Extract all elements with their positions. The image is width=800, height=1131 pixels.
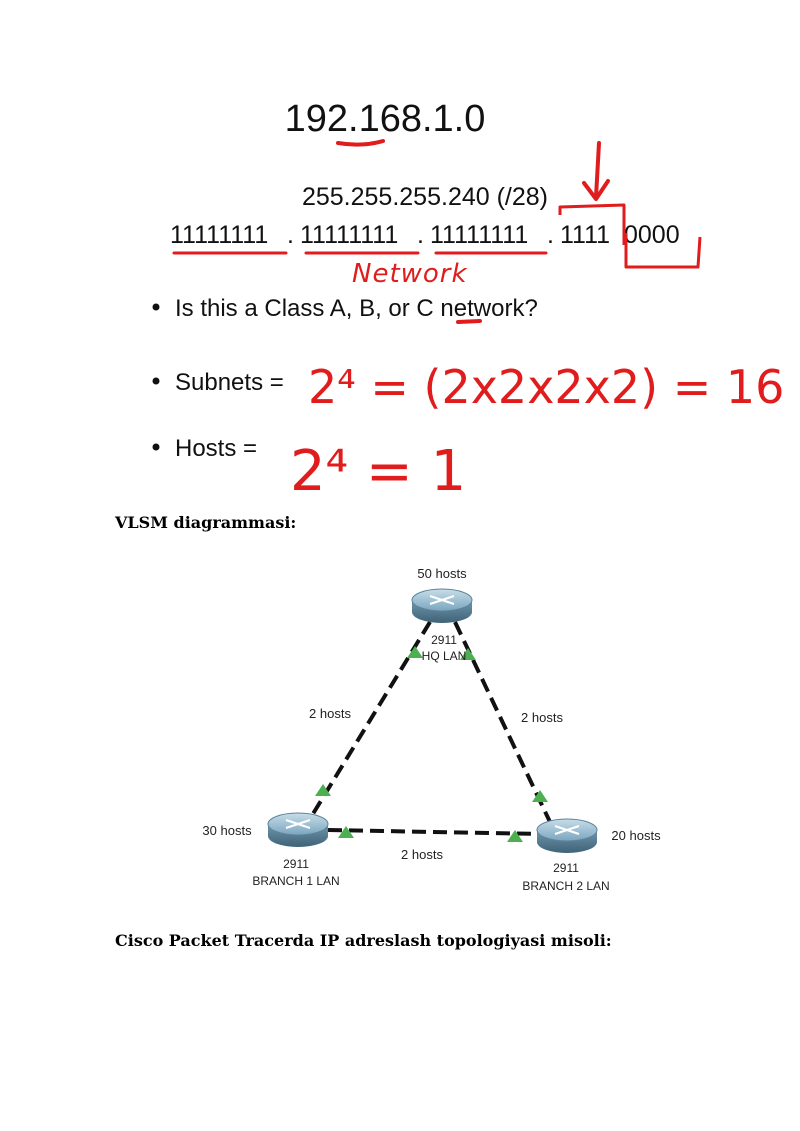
router-model-label: 2911	[553, 861, 579, 875]
vlsm-caption: VLSM diagrammasi:	[115, 513, 297, 532]
router-name-label: BRANCH 2 LAN	[522, 879, 610, 893]
subnetting-slide-image	[140, 85, 785, 505]
binary-octet-3: 11111111	[430, 221, 529, 249]
router-hosts-label: 20 hosts	[611, 828, 661, 843]
bullet-icon	[153, 444, 160, 451]
subnets-handwritten-formula: 2⁴ = (2x2x2x2) = 16	[308, 360, 785, 414]
link-up-indicator-icon	[532, 790, 548, 802]
router-hosts-label: 50 hosts	[417, 566, 467, 581]
router-hq-icon[interactable]	[412, 589, 472, 623]
binary-octet-4-ones: 1111	[560, 221, 611, 249]
class-c-underline	[458, 321, 480, 322]
link-label: 2 hosts	[309, 706, 351, 721]
router-branch2-icon[interactable]	[537, 819, 597, 853]
cisco-topology-caption: Cisco Packet Tracerda IP adreslash topologiyasi misoli:	[115, 931, 612, 950]
link-up-indicator-icon	[407, 646, 423, 658]
link-label: 2 hosts	[401, 847, 443, 862]
vlsm-topology-diagram	[190, 560, 680, 900]
binary-octet-1: 11111111	[170, 221, 269, 249]
hosts-handwritten-formula: 2⁴ = 1	[290, 439, 467, 504]
link-branch1-branch2[interactable]	[328, 830, 542, 834]
svg-text:.: .	[547, 221, 554, 249]
binary-octet-4-zeros: 0000	[624, 221, 680, 249]
binary-octet-2: 11111111	[300, 221, 399, 249]
link-label: 2 hosts	[521, 710, 563, 725]
bullet-icon	[153, 378, 160, 385]
bullet-icon	[153, 304, 160, 311]
svg-text:.: .	[287, 221, 294, 249]
red-arrow-icon	[596, 143, 599, 197]
handwritten-network-label: Network	[352, 259, 468, 289]
router-branch1-icon[interactable]	[268, 813, 328, 847]
router-model-label: 2911	[283, 857, 309, 871]
router-hosts-label: 30 hosts	[202, 823, 252, 838]
bullet-hosts: Hosts =	[175, 435, 258, 462]
bullet-subnets: Subnets =	[175, 369, 284, 396]
svg-text:.: .	[417, 221, 424, 249]
subnet-mask: 255.255.255.240 (/28)	[301, 183, 549, 211]
network-address-underline	[338, 141, 383, 145]
router-name-label: BRANCH 1 LAN	[252, 874, 340, 888]
router-name-label: HQ LAN	[421, 649, 467, 663]
subnetting-slide-svg	[140, 85, 785, 505]
vlsm-topology-svg	[190, 560, 680, 900]
bullet-class-question: Is this a Class A, B, or C network?	[175, 295, 538, 322]
network-address: 192.168.1.0	[284, 98, 486, 140]
router-model-label: 2911	[431, 633, 457, 647]
